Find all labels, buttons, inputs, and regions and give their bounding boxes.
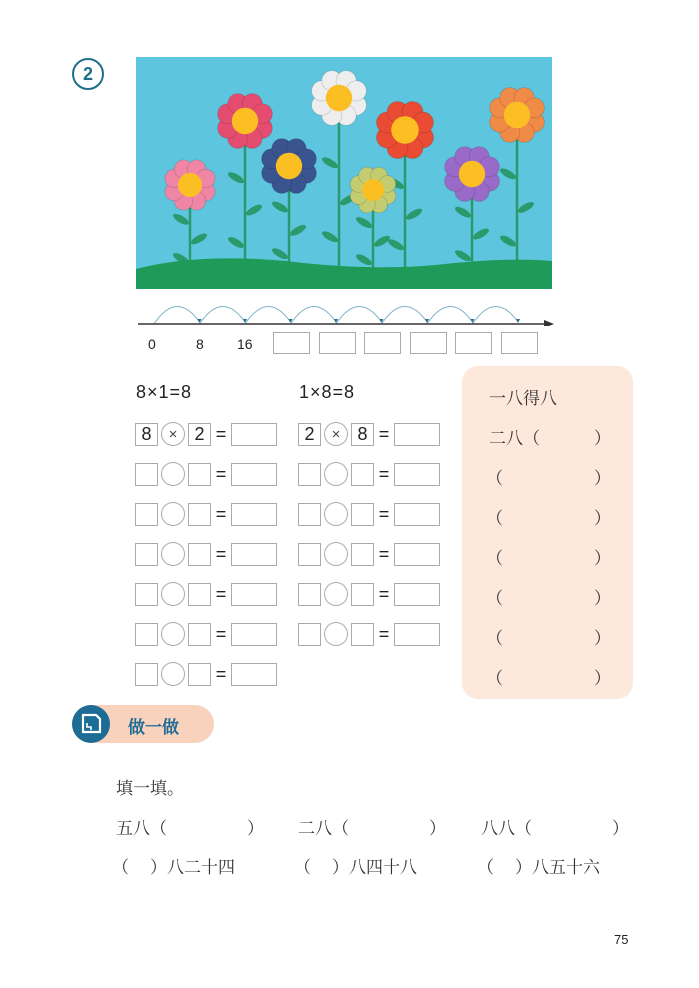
equals-sign: = [378,623,390,644]
fill-item-prefix: 二八（ [298,819,349,839]
product-box[interactable] [231,463,277,486]
rhyme-close-paren: ） [594,549,611,569]
equation-row [135,502,277,526]
factor-box[interactable] [135,543,158,566]
product-box[interactable] [394,543,440,566]
product-box[interactable] [394,463,440,486]
equals-sign: = [378,423,390,444]
rhyme-open-paren: （ [486,469,503,489]
fill-item-prefix: 八八（ [481,819,532,839]
rhyme-open-paren: （ [486,509,503,529]
equals-sign: = [215,623,227,644]
equals-sign: = [215,543,227,564]
operator-circle[interactable]: × [324,422,348,446]
fill-item-suffix: ） [247,819,264,839]
rhyme-open-paren: （ [486,589,503,609]
equals-sign: = [215,423,227,444]
equation-row [298,582,440,606]
fill-item-prefix: （ [294,858,311,878]
equation-row [135,662,277,686]
equation-row [135,582,277,606]
fill-item-prefix: 五八（ [116,819,167,839]
equals-sign: = [215,463,227,484]
factor-box[interactable]: 2 [188,423,211,446]
factor-box[interactable] [135,623,158,646]
equation-example-left: 8×1=8 [136,382,193,402]
product-box[interactable] [231,543,277,566]
equals-sign: = [378,503,390,524]
rhyme-close-paren: ） [594,509,611,529]
problem-number: 2 [82,63,93,84]
factor-box[interactable] [351,463,374,486]
equation-row [135,462,277,486]
multiplication-rhyme-panel [462,366,633,699]
problem-number-badge [72,58,104,90]
equals-sign: = [215,583,227,604]
equation-row [135,542,277,566]
operator-circle[interactable] [161,622,185,646]
operator-circle[interactable] [324,622,348,646]
number-line-answer-box[interactable] [501,332,538,354]
equals-sign: = [215,663,227,684]
activity-label: 做一做 [128,718,179,738]
factor-box[interactable]: 8 [351,423,374,446]
rhyme-line-1: 一八得八 [489,389,557,409]
number-line-answer-box[interactable] [410,332,447,354]
factor-box[interactable] [351,623,374,646]
number-line-answer-box[interactable] [455,332,492,354]
equation-row [298,462,440,486]
factor-box[interactable] [135,503,158,526]
product-box[interactable] [231,583,277,606]
activity-instruction: 填一填。 [116,779,184,799]
operator-circle[interactable] [161,542,185,566]
rhyme-close-paren: ） [594,589,611,609]
number-line-label-16: 16 [237,336,253,352]
product-box[interactable] [231,503,277,526]
equals-sign: = [378,543,390,564]
rhyme-line-2-prefix: 二八（ [489,429,540,449]
page-number: 75 [614,932,629,947]
factor-box[interactable] [188,463,211,486]
equals-sign: = [378,463,390,484]
flower-illustration [136,57,552,289]
activity-icon [72,705,110,743]
number-line-label-8: 8 [196,336,204,352]
fill-item-suffix: ） [612,819,629,839]
factor-box[interactable] [298,463,321,486]
number-line-answer-box[interactable] [273,332,310,354]
equation-row [298,542,440,566]
fill-item-prefix: （ [477,858,494,878]
factor-box[interactable] [188,583,211,606]
number-line [136,296,556,326]
operator-circle[interactable] [161,582,185,606]
factor-box[interactable] [135,583,158,606]
fill-item-suffix: ）八二十四 [150,858,235,878]
operator-circle[interactable] [324,582,348,606]
product-box[interactable] [231,423,277,446]
factor-box[interactable] [298,543,321,566]
fill-item-prefix: （ [112,858,129,878]
factor-box[interactable] [351,583,374,606]
equation-row-left [135,422,277,446]
fill-item-suffix: ）八四十八 [332,858,417,878]
factor-box[interactable] [351,543,374,566]
factor-box[interactable] [135,663,158,686]
number-line-answer-box[interactable] [364,332,401,354]
equation-row [298,502,440,526]
product-box[interactable] [394,423,440,446]
factor-box[interactable]: 8 [135,423,158,446]
operator-circle[interactable] [161,502,185,526]
rhyme-open-paren: （ [486,549,503,569]
factor-box[interactable] [188,623,211,646]
number-line-label-0: 0 [148,336,156,352]
operator-circle[interactable] [324,542,348,566]
product-box[interactable] [394,583,440,606]
equation-row-right [298,422,440,446]
fill-item-suffix: ）八五十六 [515,858,600,878]
rhyme-close-paren: ） [594,669,611,689]
factor-box[interactable] [188,543,211,566]
operator-circle[interactable] [324,462,348,486]
rhyme-close-paren: ） [594,469,611,489]
number-line-answer-box[interactable] [319,332,356,354]
equation-example-right: 1×8=8 [299,382,356,402]
factor-box[interactable] [298,623,321,646]
operator-circle[interactable] [161,462,185,486]
rhyme-close-paren: ） [594,429,611,449]
factor-box[interactable] [298,503,321,526]
equals-sign: = [215,503,227,524]
product-box[interactable] [394,623,440,646]
rhyme-open-paren: （ [486,669,503,689]
product-box[interactable] [394,503,440,526]
operator-circle[interactable] [324,502,348,526]
product-box[interactable] [231,623,277,646]
operator-circle[interactable] [161,662,185,686]
factor-box[interactable]: 2 [298,423,321,446]
factor-box[interactable] [188,663,211,686]
equation-row [135,622,277,646]
factor-box[interactable] [135,463,158,486]
rhyme-close-paren: ） [594,629,611,649]
factor-box[interactable] [351,503,374,526]
equals-sign: = [378,583,390,604]
rhyme-open-paren: （ [486,629,503,649]
operator-circle[interactable]: × [161,422,185,446]
factor-box[interactable] [298,583,321,606]
fill-item-suffix: ） [429,819,446,839]
product-box[interactable] [231,663,277,686]
equation-row [298,622,440,646]
factor-box[interactable] [188,503,211,526]
